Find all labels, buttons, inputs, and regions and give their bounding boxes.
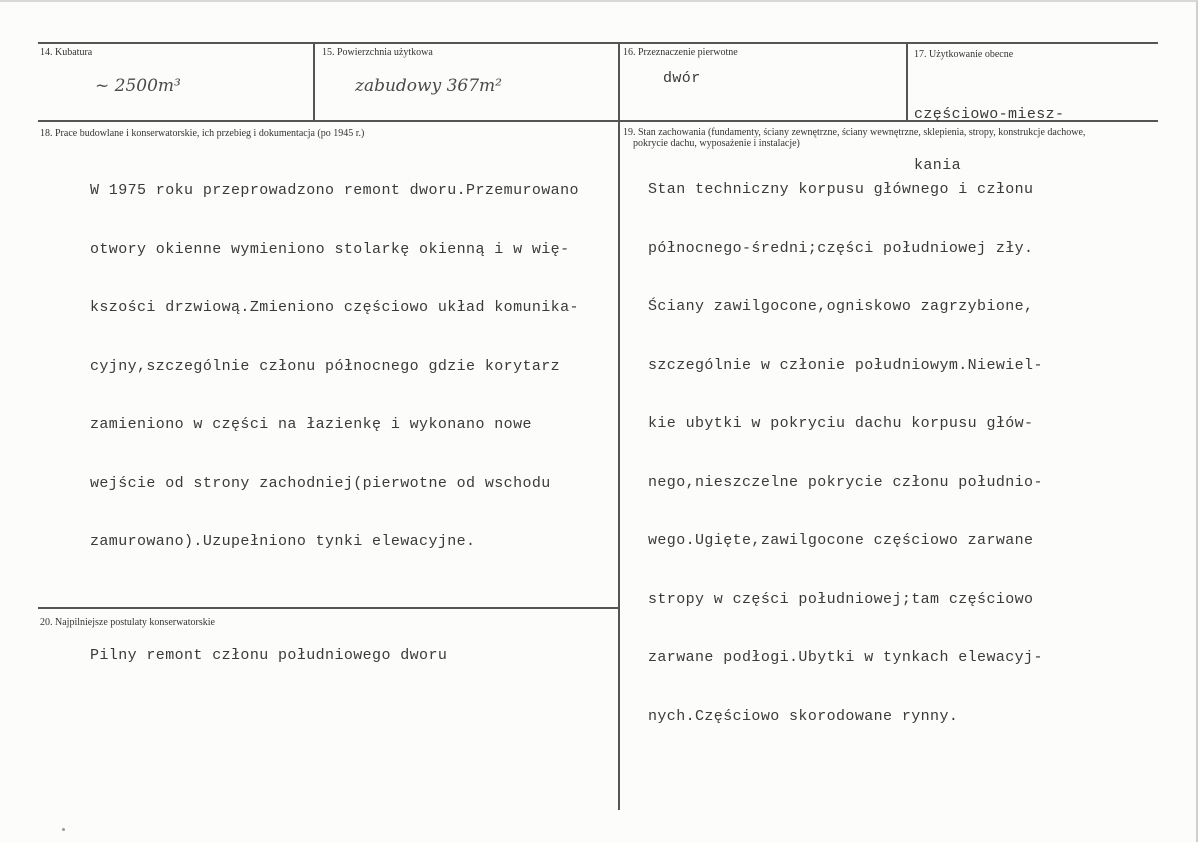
field-19-line: szczególnie w członie południowym.Niewiel- (648, 356, 1043, 374)
field-19-text (648, 144, 1043, 763)
field-18-line: zamurowano).Uzupełniono tynki elewacyjne. (90, 533, 476, 550)
top-rule (38, 42, 1158, 44)
divider-main (618, 42, 620, 810)
field-19-line: wego.Ugięte,zawilgocone częściowo zarwane (648, 532, 1034, 549)
field-19-line: Stan techniczny korpusu głównego i członu (648, 181, 1034, 198)
field-20-value: Pilny remont członu południowego dworu (90, 647, 448, 664)
field-19-line: północnego-średni;części południowej zły. (648, 239, 1034, 257)
field-18-label: 18. Prace budowlane i konserwatorskie, ich przebieg i dokumentacja (po 1945 r.) (40, 128, 365, 139)
field-16-label: 16. Przeznaczenie pierwotne (623, 47, 738, 58)
field-18-line: W 1975 roku przeprowadzono remont dworu.Przemurowano (90, 182, 579, 199)
field-18-line: wejście od strony zachodniej(pierwotne od wschodu (90, 474, 551, 492)
field-17-line: kania (914, 157, 962, 174)
field-19-line: kie ubytki w pokryciu dachu korpusu głów- (648, 415, 1034, 432)
field-19-line: zarwane podłogi.Ubytki w tynkach elewacyj- (648, 649, 1043, 666)
field-19-label-line: pokrycie dachu, wyposażenie i instalacje) (633, 138, 800, 149)
field-16-value: dwór (663, 70, 701, 87)
divider-14-15 (313, 42, 315, 122)
field-19-line: nych.Częściowo skorodowane rynny. (648, 707, 959, 725)
field-19-label-line: 19. Stan zachowania (fundamenty, ściany zewnętrzne, ściany wewnętrzne, sklepienia, stropy, konstrukcje dachowe, (623, 127, 1086, 138)
field-18-line: otwory okienne wymieniono stolarkę okienną i w wię- (90, 240, 570, 258)
field-18-line: zamieniono w części na łazienkę i wykonano nowe (90, 416, 532, 433)
field-19-line: Ściany zawilgocone,ogniskowo zagrzybione, (648, 298, 1034, 315)
field-18-text (90, 145, 579, 589)
field-19-line: nego,nieszczelne pokrycie członu południo- (648, 473, 1043, 491)
field-15-value: zabudowy 367m² (355, 76, 502, 96)
divider-16-17 (906, 42, 908, 122)
section20-top-rule (38, 607, 619, 609)
field-14-value: ~ 2500m³ (95, 76, 181, 96)
field-14-label: 14. Kubatura (40, 47, 93, 58)
field-19-line: stropy w części południowej;tam częściowo (648, 590, 1034, 608)
field-18-line: cyjny,szczególnie członu północnego gdzie korytarz (90, 357, 561, 375)
paper-speck (62, 828, 65, 831)
field-17-line: częściowo-miesz- (914, 106, 1065, 123)
field-20-label: 20. Najpilniejsze postulaty konserwatorskie (40, 617, 215, 628)
field-15-label: 15. Powierzchnia użytkowa (322, 47, 433, 58)
field-18-line: kszości drzwiową.Zmieniono częściowo układ komunika- (90, 299, 579, 316)
field-17-label: 17. Użytkowanie obecne (914, 49, 1014, 60)
